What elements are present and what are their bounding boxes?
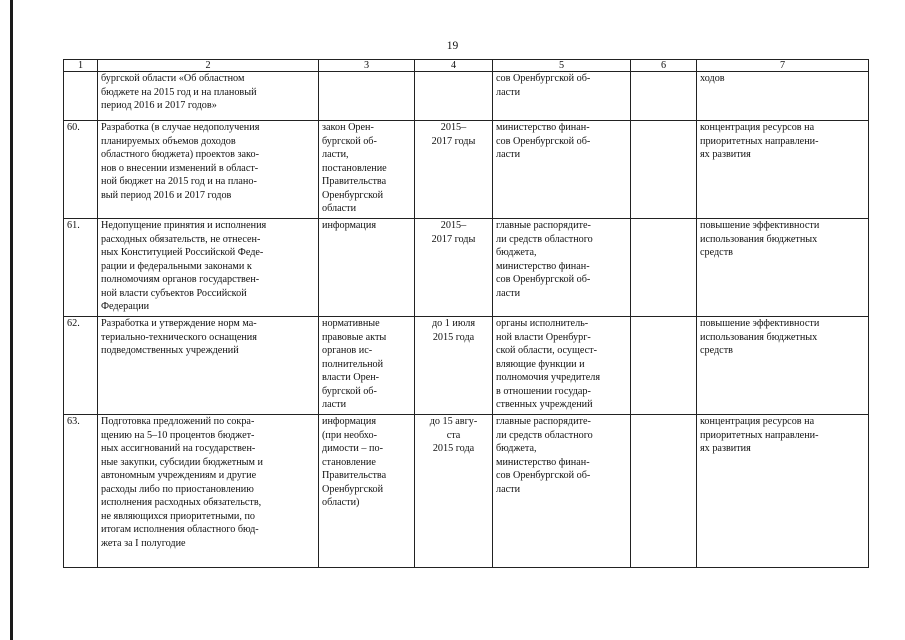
responsible-executors [493, 219, 631, 317]
cell-line: не являющихся приоритетными, по [101, 510, 256, 522]
cell-line: полномочиям органов государствен- [101, 274, 260, 285]
cell-line: области) [322, 497, 360, 508]
cell-line: ласти [496, 287, 521, 299]
cell-line: средств [700, 247, 733, 258]
cell-line: Разработка (в случае недополучения [101, 122, 260, 133]
cell-line: 2015 года [432, 331, 475, 343]
task-description [98, 219, 319, 317]
cell-line: ной бюджет на 2015 год и на плано- [101, 176, 257, 187]
cell-line: органов ис- [322, 345, 373, 356]
cell-line: сов Оренбургской об- [496, 470, 591, 481]
task-description [98, 415, 319, 568]
cell-line: нов о внесении изменений в област- [101, 162, 259, 174]
cell-line: 2015– [440, 220, 467, 231]
cell-line: расходных обязательств, не отнесен- [101, 233, 261, 245]
cell-line: закон Орен- [322, 122, 374, 133]
cell-line: вый период 2016 и 2017 годов [101, 189, 232, 201]
column-6-cell [631, 121, 697, 219]
cell-line: министерство финан- [496, 260, 590, 272]
cell-line: бюджета, [496, 247, 537, 258]
completion-form [319, 219, 415, 317]
cell-line: 2015 года [432, 443, 475, 454]
cell-line: области [322, 203, 357, 214]
cell-line: сов Оренбургской об- [496, 135, 591, 147]
cell-line: бюджета, [496, 443, 537, 454]
cell-line: постановление [322, 162, 387, 174]
cell-line: ской области, осущест- [496, 345, 598, 356]
task-description [98, 121, 319, 219]
row-number: 62. [64, 317, 98, 415]
cell-line: ственных учреждений [496, 399, 593, 410]
cell-line: министерство финан- [496, 456, 590, 468]
table-row [64, 72, 869, 121]
cell-line: ходов [700, 73, 725, 84]
column-6-cell [631, 317, 697, 415]
cell-line: период 2016 и 2017 годов» [101, 100, 217, 111]
cell-line: бургской об- [322, 135, 377, 147]
expected-result [697, 317, 869, 415]
cell-line: главные распорядите- [496, 416, 591, 427]
cell-line: полномочия учредителя [496, 372, 601, 383]
expected-result [697, 415, 869, 568]
cell-line: бюджете на 2015 год и на плановый [101, 86, 257, 98]
task-description [98, 317, 319, 415]
cell-line: повышение эффективности [700, 220, 820, 231]
page-left-border [10, 0, 13, 640]
completion-form [319, 415, 415, 568]
column-number: 3 [319, 60, 415, 72]
cell-line: щению на 5–10 процентов бюджет- [101, 429, 255, 441]
page-number: 19 [446, 40, 459, 52]
cell-line: Федерации [101, 301, 150, 312]
cell-line: сов Оренбургской об- [496, 274, 591, 285]
cell-line: ласти [496, 86, 521, 98]
cell-line: становление [322, 456, 376, 468]
deadline [415, 415, 493, 568]
cell-line: ласти, [322, 149, 349, 160]
cell-line: концентрация ресурсов на [700, 122, 815, 133]
deadline [415, 219, 493, 317]
responsible-executors [493, 317, 631, 415]
responsible-executors [493, 121, 631, 219]
cell-line: главные распорядите- [496, 220, 591, 231]
cell-line: автономным учреждениям и другие [101, 470, 257, 481]
column-number: 7 [697, 60, 869, 72]
column-number: 1 [64, 60, 98, 72]
cell-line: приоритетных направлени- [700, 429, 819, 441]
responsible-executors [493, 72, 631, 121]
completion-form [319, 72, 415, 121]
cell-line: ные закупки, субсидии бюджетным и [101, 456, 263, 468]
column-6-cell [631, 72, 697, 121]
cell-line: ласти [496, 149, 521, 160]
table-row [64, 415, 869, 568]
row-number: 61. [64, 219, 98, 317]
expected-result [697, 219, 869, 317]
cell-line: приоритетных направлени- [700, 135, 819, 147]
cell-line: власти Орен- [322, 372, 380, 383]
completion-form [319, 317, 415, 415]
completion-form [319, 121, 415, 219]
cell-line: 2017 годы [431, 233, 476, 245]
cell-line: Оренбургской [322, 189, 384, 201]
cell-line: бургской об- [322, 385, 377, 397]
cell-line: до 15 авгу- [429, 416, 478, 427]
cell-line: информация [322, 220, 377, 231]
cell-line: министерство финан- [496, 122, 590, 133]
cell-line: (при необхо- [322, 429, 377, 441]
row-number: 60. [64, 121, 98, 219]
cell-line: ли средств областного [496, 233, 593, 245]
cell-line: итогам исполнения областного бюд- [101, 524, 259, 535]
cell-line: концентрация ресурсов на [700, 416, 815, 427]
plan-table [63, 59, 869, 568]
cell-line: средств [700, 345, 733, 356]
cell-line: планируемых объемов доходов [101, 135, 236, 147]
cell-line: ных ассигнований на государствен- [101, 443, 256, 454]
cell-line: подведомственных учреждений [101, 345, 239, 356]
cell-line: ласти [496, 483, 521, 495]
cell-line: бургской области «Об областном [101, 73, 245, 84]
cell-line: использования бюджетных [700, 331, 818, 343]
deadline [415, 121, 493, 219]
cell-line: нормативные [322, 318, 380, 329]
deadline [415, 72, 493, 121]
cell-line: расходы либо по приостановлению [101, 483, 254, 495]
cell-line: использования бюджетных [700, 233, 818, 245]
responsible-executors [493, 415, 631, 568]
cell-line: Подготовка предложений по сокра- [101, 416, 255, 427]
cell-line: ласти [322, 399, 347, 410]
column-number: 4 [415, 60, 493, 72]
cell-line: ной власти Оренбург- [496, 331, 591, 343]
cell-line: рации и федеральными законами к [101, 260, 252, 272]
cell-line: Оренбургской [322, 483, 384, 495]
cell-line: 2017 годы [431, 135, 476, 147]
cell-line: 2015– [440, 122, 467, 133]
cell-line: жета за I полугодие [101, 537, 186, 549]
deadline [415, 317, 493, 415]
column-number: 5 [493, 60, 631, 72]
cell-line: Недопущение принятия и исполнения [101, 220, 267, 231]
column-6-cell [631, 415, 697, 568]
cell-line: повышение эффективности [700, 318, 820, 329]
cell-line: Разработка и утверждение норм ма- [101, 318, 257, 329]
column-number-row [64, 60, 869, 72]
cell-line: в отношении государ- [496, 385, 591, 397]
column-6-cell [631, 219, 697, 317]
column-number: 2 [98, 60, 319, 72]
expected-result [697, 121, 869, 219]
cell-line: ях развития [700, 443, 751, 454]
column-number: 6 [631, 60, 697, 72]
table-row [64, 121, 869, 219]
cell-line: областного бюджета) проектов зако- [101, 149, 259, 160]
cell-line: ной власти субъектов Российской [101, 287, 247, 299]
row-number [64, 72, 98, 121]
cell-line: органы исполнитель- [496, 318, 589, 329]
cell-line: ли средств областного [496, 429, 593, 441]
cell-line: до 1 июля [431, 318, 476, 329]
cell-line: ста [446, 429, 461, 441]
table-row [64, 317, 869, 415]
cell-line: правовые акты [322, 331, 387, 343]
cell-line: ных Конституцией Российской Феде- [101, 247, 264, 258]
cell-line: полнительной [322, 358, 384, 370]
table-row [64, 219, 869, 317]
cell-line: димости – по- [322, 443, 383, 454]
cell-line: исполнения расходных обязательств, [101, 497, 262, 508]
cell-line: Правительства [322, 470, 387, 481]
cell-line: ях развития [700, 149, 751, 160]
task-description [98, 72, 319, 121]
cell-line: Правительства [322, 176, 387, 187]
cell-line: териально-технического оснащения [101, 331, 257, 343]
row-number: 63. [64, 415, 98, 568]
cell-line: информация [322, 416, 377, 427]
cell-line: сов Оренбургской об- [496, 73, 591, 84]
expected-result [697, 72, 869, 121]
cell-line: вляющие функции и [496, 358, 585, 370]
